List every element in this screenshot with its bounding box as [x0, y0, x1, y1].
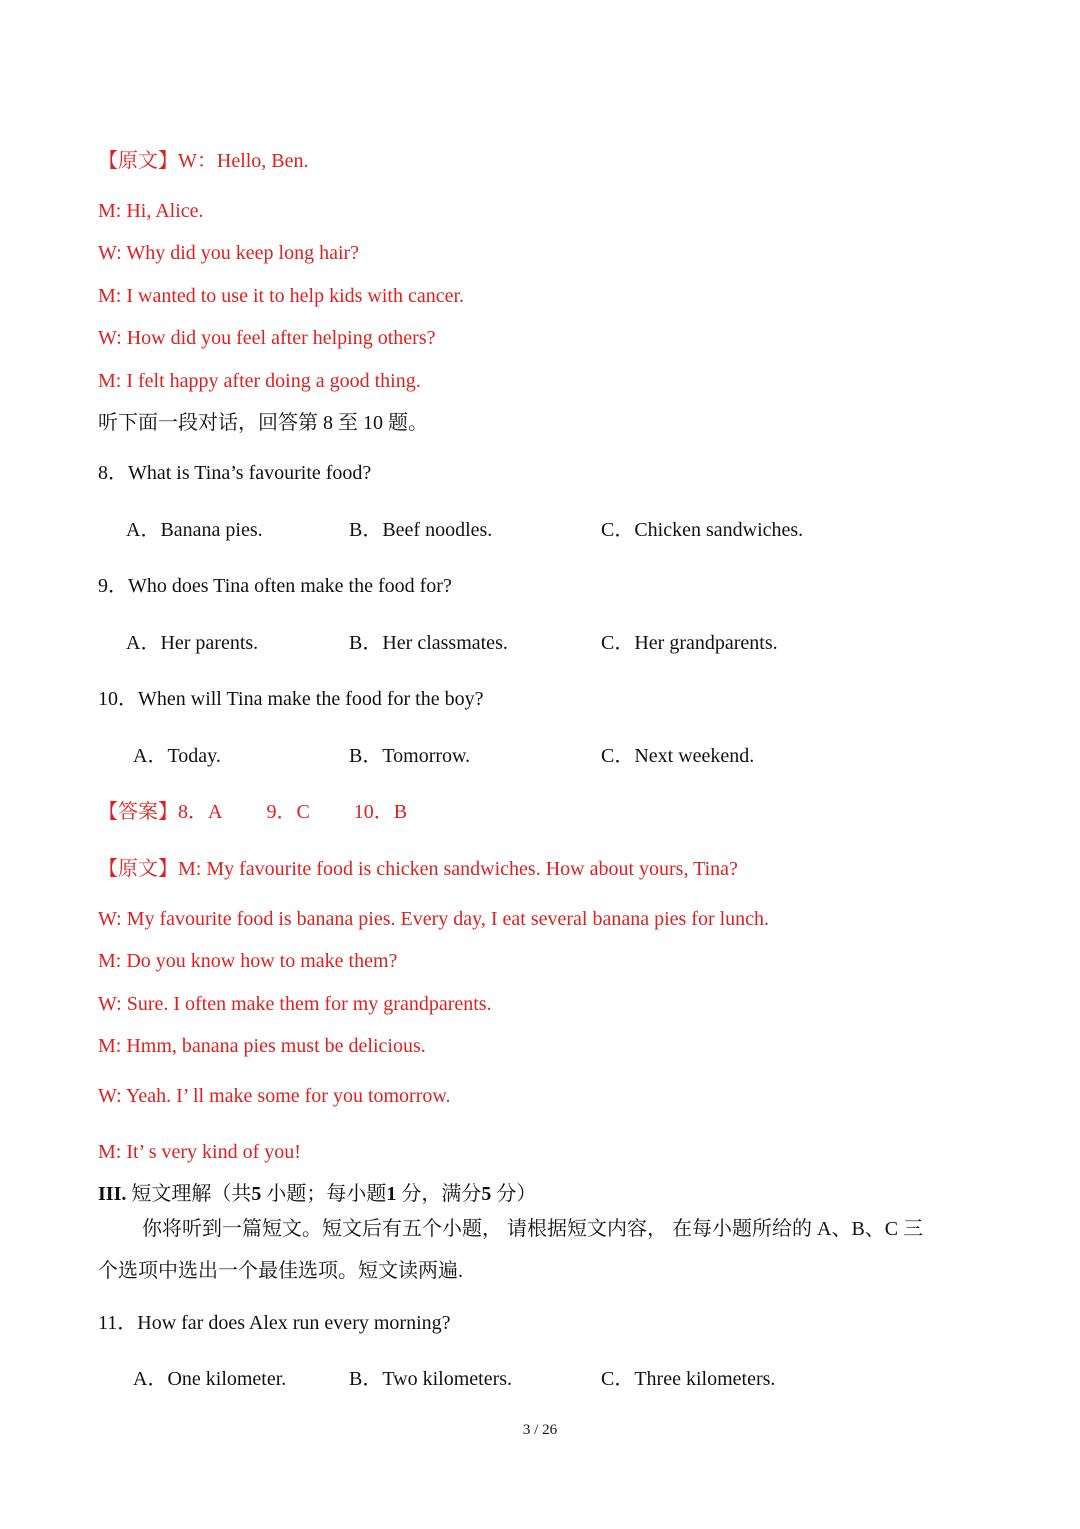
transcript-2-line-1: 【原文】M: My favourite food is chicken sandwiches. How about yours, Tina?: [98, 858, 738, 880]
question-10-option-a: A．Today.: [133, 745, 221, 767]
transcript-2-line-2: W: My favourite food is banana pies. Every day, I eat several banana pies for lunch.: [98, 908, 770, 930]
transcript-1-line-5: W: How did you feel after helping others?: [98, 327, 436, 349]
answers-line: [98, 800, 407, 824]
section-3-intro-line-2: 个选项中选出一个最佳选项。短文读两遍.: [98, 1260, 463, 1282]
transcript-1-line-2: M: Hi, Alice.: [98, 200, 204, 222]
question-8-option-c: C．Chicken sandwiches.: [601, 519, 804, 541]
transcript-1-line-1: 【原文】W：Hello, Ben.: [98, 150, 309, 172]
question-10-option-c: C．Next weekend.: [601, 745, 755, 767]
transcript-2-line-4: W: Sure. I often make them for my grandparents.: [98, 993, 492, 1015]
question-9-option-a: A．Her parents.: [126, 632, 259, 654]
question-11-stem: 11．How far does Alex run every morning?: [98, 1312, 451, 1334]
question-8-option-a: A．Banana pies.: [126, 519, 263, 541]
question-9-stem: 9．Who does Tina often make the food for?: [98, 575, 452, 597]
question-10-option-b: B．Tomorrow.: [349, 745, 471, 767]
answers-label: 【答案】: [98, 801, 178, 823]
transcript-1-line-4: M: I wanted to use it to help kids with cancer.: [98, 285, 465, 307]
answer-8: 8．A: [178, 801, 223, 823]
transcript-2-line-7: M: It’ s very kind of you!: [98, 1141, 301, 1163]
section-3-numeral: III.: [98, 1183, 127, 1205]
question-9-option-b: B．Her classmates.: [349, 632, 508, 654]
transcript-2-line-3: M: Do you know how to make them?: [98, 950, 398, 972]
question-10-stem: 10．When will Tina make the food for the boy?: [98, 688, 484, 710]
transcript-1-label: 【原文】: [98, 150, 178, 172]
question-11-option-a: A．One kilometer.: [133, 1368, 287, 1390]
transcript-1-line-3: W: Why did you keep long hair?: [98, 242, 360, 264]
section-3-heading: III. 短文理解（共5 小题；每小题1 分，满分5 分）: [98, 1183, 537, 1205]
question-9-option-c: C．Her grandparents.: [601, 632, 778, 654]
listening-instruction: 听下面一段对话，回答第 8 至 10 题。: [98, 412, 428, 434]
question-11-option-c: C．Three kilometers.: [601, 1368, 776, 1390]
transcript-2-line-6: W: Yeah. I’ ll make some for you tomorrow.: [98, 1085, 451, 1107]
answer-10: 10．B: [353, 801, 408, 823]
answer-9: 9．C: [266, 801, 310, 823]
transcript-1-line-6: M: I felt happy after doing a good thing.: [98, 370, 421, 392]
transcript-2-line-5: M: Hmm, banana pies must be delicious.: [98, 1035, 426, 1057]
section-3-intro-line-1: 你将听到一篇短文。短文后有五个小题， 请根据短文内容， 在每小题所给的 A、B、C 三: [142, 1218, 924, 1240]
question-8-option-b: B．Beef noodles.: [349, 519, 493, 541]
transcript-2-label: 【原文】: [98, 858, 178, 880]
page-number: 3 / 26: [522, 1422, 558, 1438]
question-11-option-b: B．Two kilometers.: [349, 1368, 513, 1390]
question-8-stem: 8．What is Tina’s favourite food?: [98, 462, 372, 484]
